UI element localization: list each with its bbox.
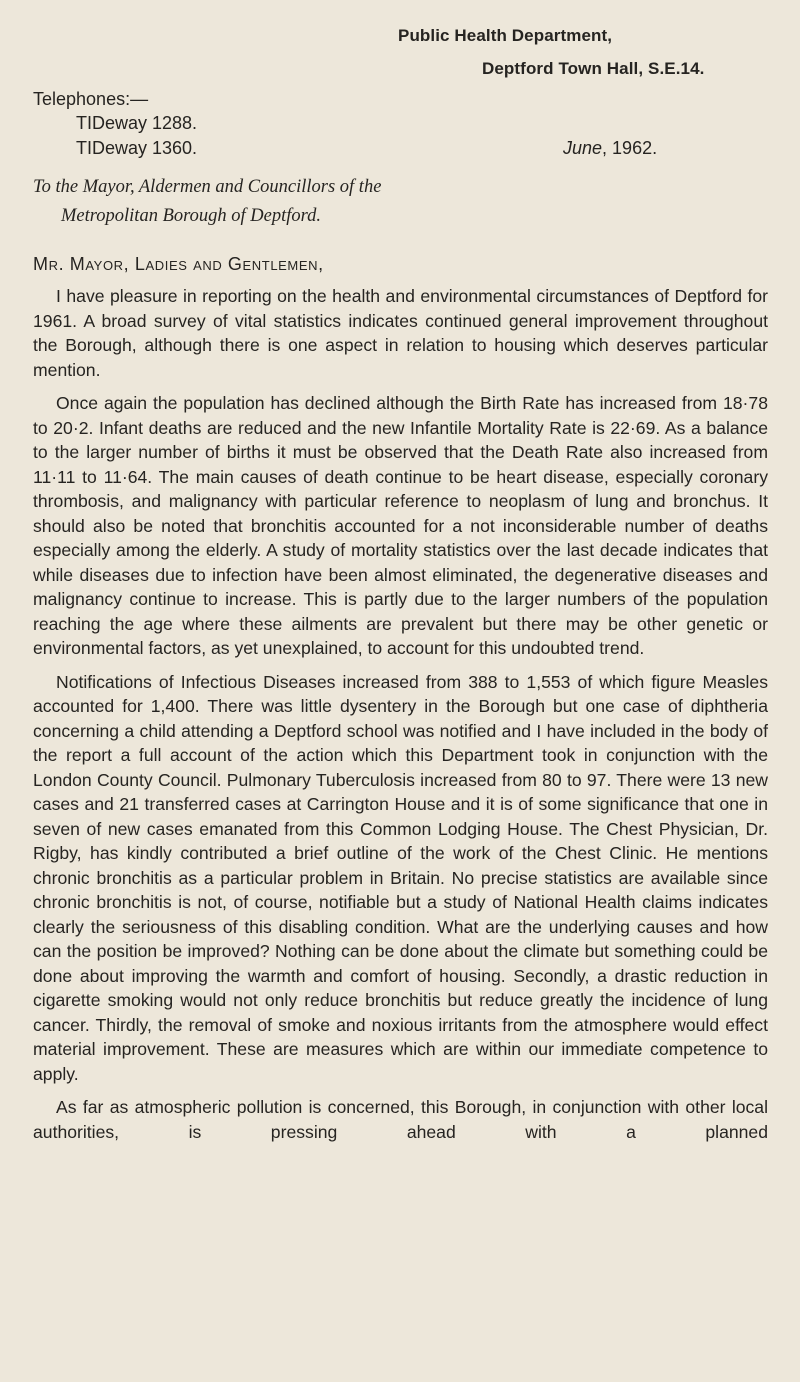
telephones-label: Telephones:— bbox=[33, 89, 149, 109]
telephone-number-1: TIDeway 1288. bbox=[76, 113, 198, 133]
addressee-line-2: Metropolitan Borough of Deptford. bbox=[61, 206, 322, 226]
paragraph-2: Once again the population has declined although the Birth Rate has increased from 18·78 to 20·2. Infant deaths are reduced and the new Infantile Mortality Rate is 22·69. As a balance to the larger number of births it must be observed that the Death Rate also increased from 11·11 to 11·64. The main causes of death continue to be heart disease, especially coronary thrombosis, and malignancy with particular reference to neoplasm of lung and bronchus. It should also be noted that bronchitis accounted for a not inconsiderable number of deaths especially among the elderly. A study of mortality statistics over the last decade indicates that while diseases due to infection have been almost eliminated, the degenerative diseases and malignancy continue to increase. This is partly due to the larger numbers of the population reaching the age where these ailments are prevalent but there may be other genetic or environmental factors, as yet unexplained, to account for this undoubted trend. bbox=[33, 393, 768, 658]
addressee-line-1: To the Mayor, Aldermen and Councillors of the bbox=[33, 177, 382, 197]
report-body bbox=[33, 284, 768, 1144]
report-date-month: June bbox=[563, 138, 603, 158]
department-name: Public Health Department, bbox=[398, 26, 613, 45]
telephone-number-2: TIDeway 1360. bbox=[76, 138, 198, 158]
paragraph-3: Notifications of Infectious Diseases increased from 388 to 1,553 of which figure Measles accounted for 1,400. There was little dysentery in the Borough but one case of diphtheria concerning a child attending a Deptford school was notified and I have included in the body of the report a full account of the action which this Department took in conjunction with the London County Council. Pulmonary Tuberculosis increased from 80 to 97. There were 13 new cases and 21 transferred cases at Carrington House and it is of some significance that one in seven of new cases emanated from this Common Lodging House. The Chest Physician, Dr. Rigby, has kindly contributed a brief outline of the work of the Chest Clinic. He mentions chronic bronchitis as a particular problem in Britain. No precise statistics are available since chronic bronchitis is not, of course, notifiable but a study of National Health claims indicates clearly the seriousness of this disabling condition. What are the underlying causes and how can the position be improved? Nothing can be done about the climate but something could be done about improving the warmth and comfort of housing. Secondly, a drastic reduction in cigarette smoking would not only reduce bronchitis but reduce greatly the incidence of lung cancer. Thirdly, the removal of smoke and noxious irritants from the atmosphere would effect material improvement. These are measures which are within our immediate competence to apply. bbox=[33, 671, 768, 1084]
report-date bbox=[563, 138, 657, 159]
paragraph-1: I have pleasure in reporting on the health and environmental circumstances of Deptford for 1961. A broad survey of vital statistics indicates continued general improvement throughout the Borough, although there is one aspect in relation to housing which deserves particular mention. bbox=[33, 286, 768, 380]
paragraph-4: As far as atmospheric pollution is concerned, this Borough, in conjunction with other local authorities, is pressing ahead with a planned bbox=[33, 1097, 768, 1142]
department-address: Deptford Town Hall, S.E.14. bbox=[482, 59, 705, 78]
report-date-year: , 1962. bbox=[602, 138, 658, 158]
salutation: Mr. Mayor, Ladies and Gentlemen, bbox=[33, 254, 324, 274]
